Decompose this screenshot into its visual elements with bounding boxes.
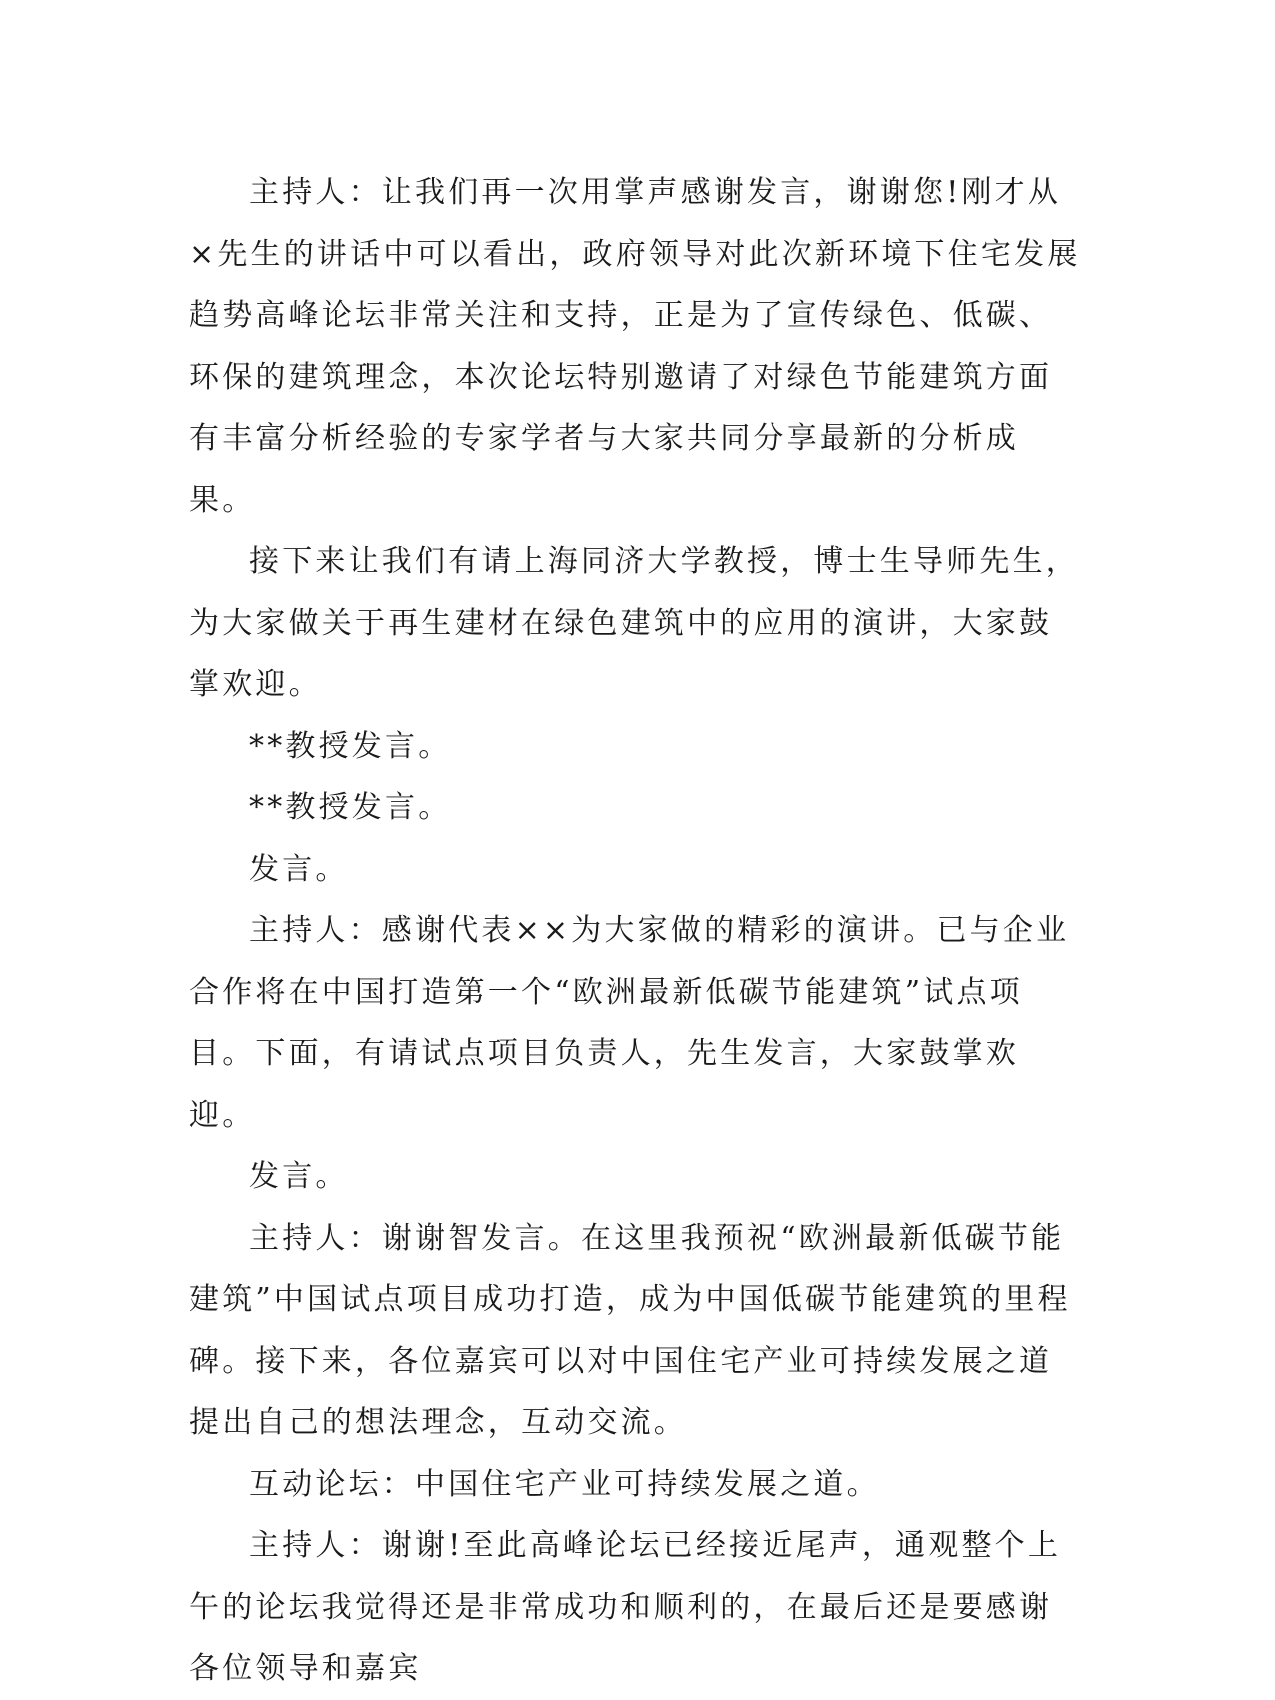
paragraph-professor-speech-2: **教授发言。 [249, 790, 452, 825]
paragraph-host-pilot-project: 主持人：感谢代表××为大家做的精彩的演讲。已与企业合作将在中国打造第一个“欧洲最新低碳节能建筑”试点项目。下面，有请试点项目负责人，先生发言，大家鼓掌欢迎。 [189, 913, 1070, 1133]
paragraph-host-milestone: 主持人：谢谢智发言。在这里我预祝“欧洲最新低碳节能建筑”中国试点项目成功打造，成为中国低碳节能建筑的里程碑。接下来，各位嘉宾可以对中国住宅产业可持续发展之道提出自己的想法理念，互动交流。 [189, 1220, 1071, 1440]
paragraph-speech-2: 发言。 [249, 1159, 349, 1194]
paragraph-host-closing: 主持人：谢谢!至此高峰论坛已经接近尾声，通观整个上午的论坛我觉得还是非常成功和顺利的，在最后还是要感谢各位领导和嘉宾 [189, 1528, 1062, 1686]
paragraph-speech-1: 发言。 [249, 851, 349, 887]
paragraph-host-thanks: 主持人：让我们再一次用掌声感谢发言，谢谢您!刚才从×先生的讲话中可以看出，政府领导对此次新环境下住宅发展趋势高峰论坛非常关注和支持，正是为了宣传绿色、低碳、环保的建筑理念，本次论坛特别邀请了对绿色节能建筑方面有丰富分析经验的专家学者与大家共同分享最新的分析成果。 [189, 175, 1081, 518]
document-body [189, 162, 1081, 1700]
paragraph-interactive-forum: 互动论坛：中国住宅产业可持续发展之道。 [249, 1466, 880, 1502]
paragraph-professor-speech-1: **教授发言。 [249, 728, 452, 764]
paragraph-invite-professor: 接下来让我们有请上海同济大学教授，博士生导师先生，为大家做关于再生建材在绿色建筑中的应用的演讲，大家鼓掌欢迎。 [189, 544, 1079, 702]
